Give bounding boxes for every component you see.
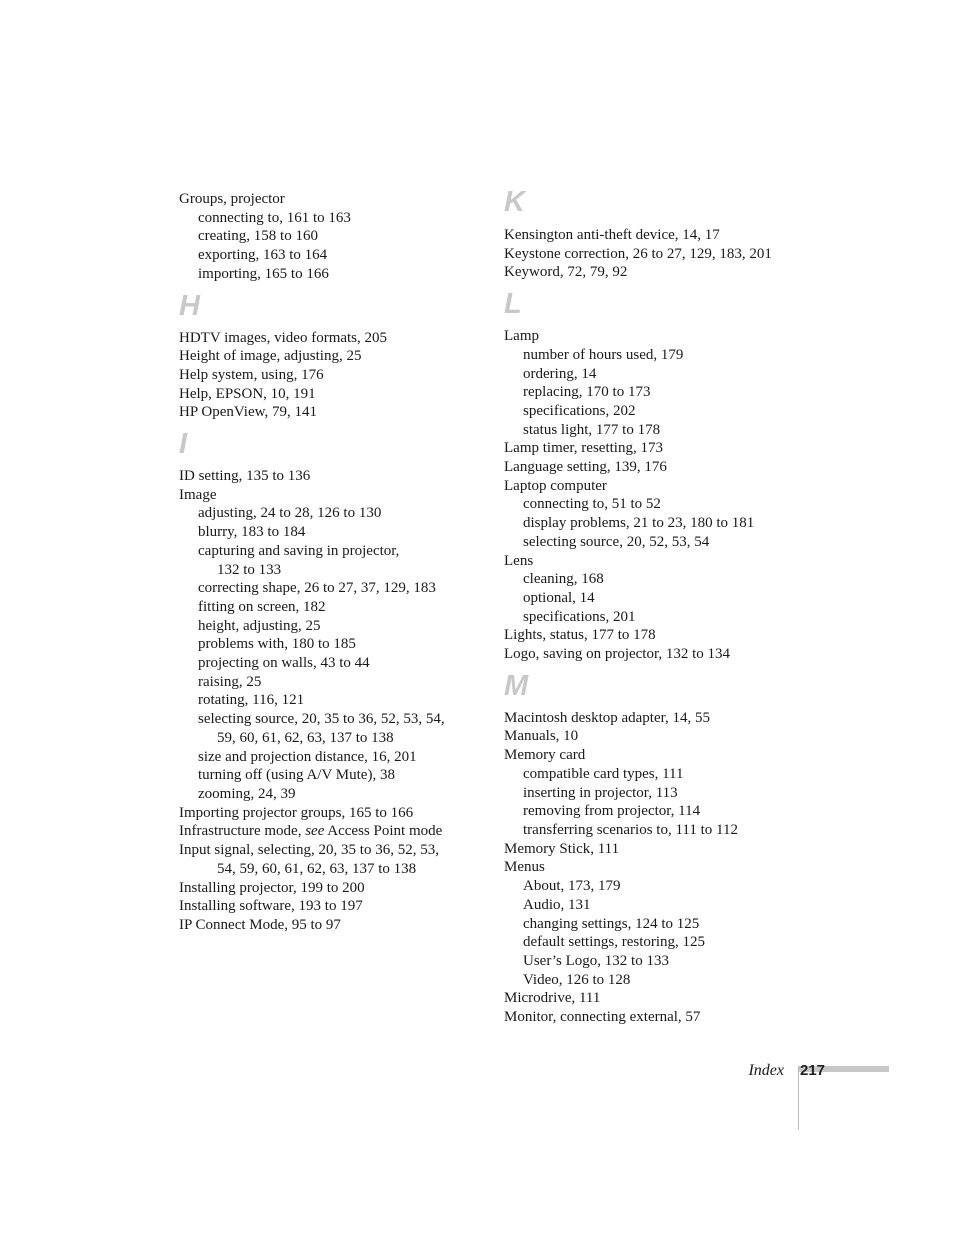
index-entry: Groups, projector	[179, 191, 285, 207]
index-subentry: Audio, 131	[523, 896, 591, 913]
index-subentry: connecting to, 51 to 52	[523, 496, 661, 513]
index-entry: Language setting, 139, 176	[504, 459, 667, 476]
index-subentry: raising, 25	[198, 673, 262, 690]
index-entry: Keyword, 72, 79, 92	[504, 264, 628, 281]
index-subentry: specifications, 201	[523, 608, 636, 625]
index-subentry: inserting in projector, 113	[523, 784, 678, 801]
index-subentry: capturing and saving in projector,	[198, 542, 400, 559]
entry-text: Infrastructure mode,	[179, 823, 306, 840]
index-subentry: changing settings, 124 to 125	[523, 915, 700, 932]
section-letter: M	[504, 669, 529, 702]
index-subentry: compatible card types, 111	[523, 765, 684, 782]
index-subentry: projecting on walls, 43 to 44	[198, 655, 370, 672]
index-entry: Memory card	[504, 747, 586, 764]
index-subentry: Video, 126 to 128	[523, 971, 631, 988]
index-subentry: correcting shape, 26 to 27, 37, 129, 183	[198, 580, 436, 597]
index-entry: Menus	[504, 859, 545, 876]
index-entry: Manuals, 10	[504, 728, 579, 745]
index-subentry: blurry, 183 to 184	[198, 524, 306, 541]
index-subentry: height, adjusting, 25	[198, 617, 321, 634]
index-subentry: turning off (using A/V Mute), 38	[198, 767, 395, 784]
index-subentry: 54, 59, 60, 61, 62, 63, 137 to 138	[217, 860, 417, 877]
index-subentry: selecting source, 20, 35 to 36, 52, 53, 54,	[198, 711, 445, 728]
page-number: 217	[800, 1062, 826, 1079]
index-entry: Lights, status, 177 to 178	[504, 627, 656, 644]
index-subentry: replacing, 170 to 173	[523, 384, 651, 401]
index-entry: Lens	[504, 552, 534, 569]
index-subentry: User’s Logo, 132 to 133	[523, 952, 669, 969]
index-entry: Lamp timer, resetting, 173	[504, 440, 663, 457]
entry-text: Access Point mode	[324, 823, 443, 840]
index-entry: Lamp	[504, 328, 539, 345]
index-subentry: About, 173, 179	[523, 878, 621, 895]
index-entry: IP Connect Mode, 95 to 97	[179, 916, 341, 933]
index-subentry: transferring scenarios to, 111 to 112	[523, 821, 738, 838]
index-entry: ID setting, 135 to 136	[179, 468, 311, 485]
index-subentry: selecting source, 20, 52, 53, 54	[523, 533, 710, 550]
section-letter: L	[504, 288, 522, 321]
index-entry: Monitor, connecting external, 57	[504, 1009, 701, 1026]
index-entry: HDTV images, video formats, 205	[179, 329, 388, 346]
index-subentry: creating, 158 to 160	[198, 228, 318, 245]
footer-section-label: Index	[748, 1062, 784, 1079]
index-entry: HP OpenView, 79, 141	[179, 404, 317, 421]
index-subentry: connecting to, 161 to 163	[198, 209, 351, 226]
index-entry: Logo, saving on projector, 132 to 134	[504, 646, 731, 663]
section-letter: H	[179, 289, 200, 322]
index-entry: Memory Stick, 111	[504, 840, 620, 857]
index-subentry: 132 to 133	[217, 561, 282, 578]
index-column-right	[504, 186, 824, 1027]
index-entry: Help system, using, 176	[179, 366, 324, 383]
index-subentry: status light, 177 to 178	[523, 421, 661, 438]
index-subentry: rotating, 116, 121	[198, 692, 305, 709]
index-subentry: 59, 60, 61, 62, 63, 137 to 138	[217, 729, 394, 746]
section-letter: K	[504, 186, 525, 218]
section-letter: I	[179, 428, 188, 461]
index-subentry: zooming, 24, 39	[198, 785, 296, 802]
index-entry: Help, EPSON, 10, 191	[179, 385, 316, 402]
index-entry: Macintosh desktop adapter, 14, 55	[504, 709, 711, 726]
index-entry	[179, 822, 479, 841]
footer-rule	[798, 1066, 799, 1130]
index-entry: Installing projector, 199 to 200	[179, 879, 365, 896]
index-subentry: removing from projector, 114	[523, 803, 701, 820]
index-entry: Kensington anti-theft device, 14, 17	[504, 227, 720, 243]
index-subentry: optional, 14	[523, 589, 595, 606]
index-entry: Microdrive, 111	[504, 990, 601, 1007]
index-subentry: adjusting, 24 to 28, 126 to 130	[198, 505, 382, 522]
index-entry: Input signal, selecting, 20, 35 to 36, 52, 53,	[179, 842, 439, 859]
index-entry: Laptop computer	[504, 477, 607, 494]
index-subentry: problems with, 180 to 185	[198, 636, 356, 653]
index-entry: Height of image, adjusting, 25	[179, 348, 362, 365]
index-subentry: fitting on screen, 182	[198, 598, 326, 615]
index-subentry: display problems, 21 to 23, 180 to 181	[523, 515, 755, 532]
see-reference: see	[305, 823, 325, 840]
index-subentry: cleaning, 168	[523, 571, 604, 588]
index-subentry: exporting, 163 to 164	[198, 247, 328, 264]
index-subentry: ordering, 14	[523, 365, 597, 382]
index-entry: Image	[179, 486, 217, 503]
index-subentry: default settings, restoring, 125	[523, 934, 706, 951]
index-column-left	[179, 190, 479, 935]
index-subentry: size and projection distance, 16, 201	[198, 748, 417, 765]
index-subentry: specifications, 202	[523, 402, 636, 419]
index-entry: Keystone correction, 26 to 27, 129, 183, 201	[504, 245, 772, 262]
index-subentry: number of hours used, 179	[523, 346, 684, 363]
index-entry: Importing projector groups, 165 to 166	[179, 804, 414, 821]
index-entry: Installing software, 193 to 197	[179, 898, 363, 915]
index-subentry: importing, 165 to 166	[198, 265, 329, 282]
